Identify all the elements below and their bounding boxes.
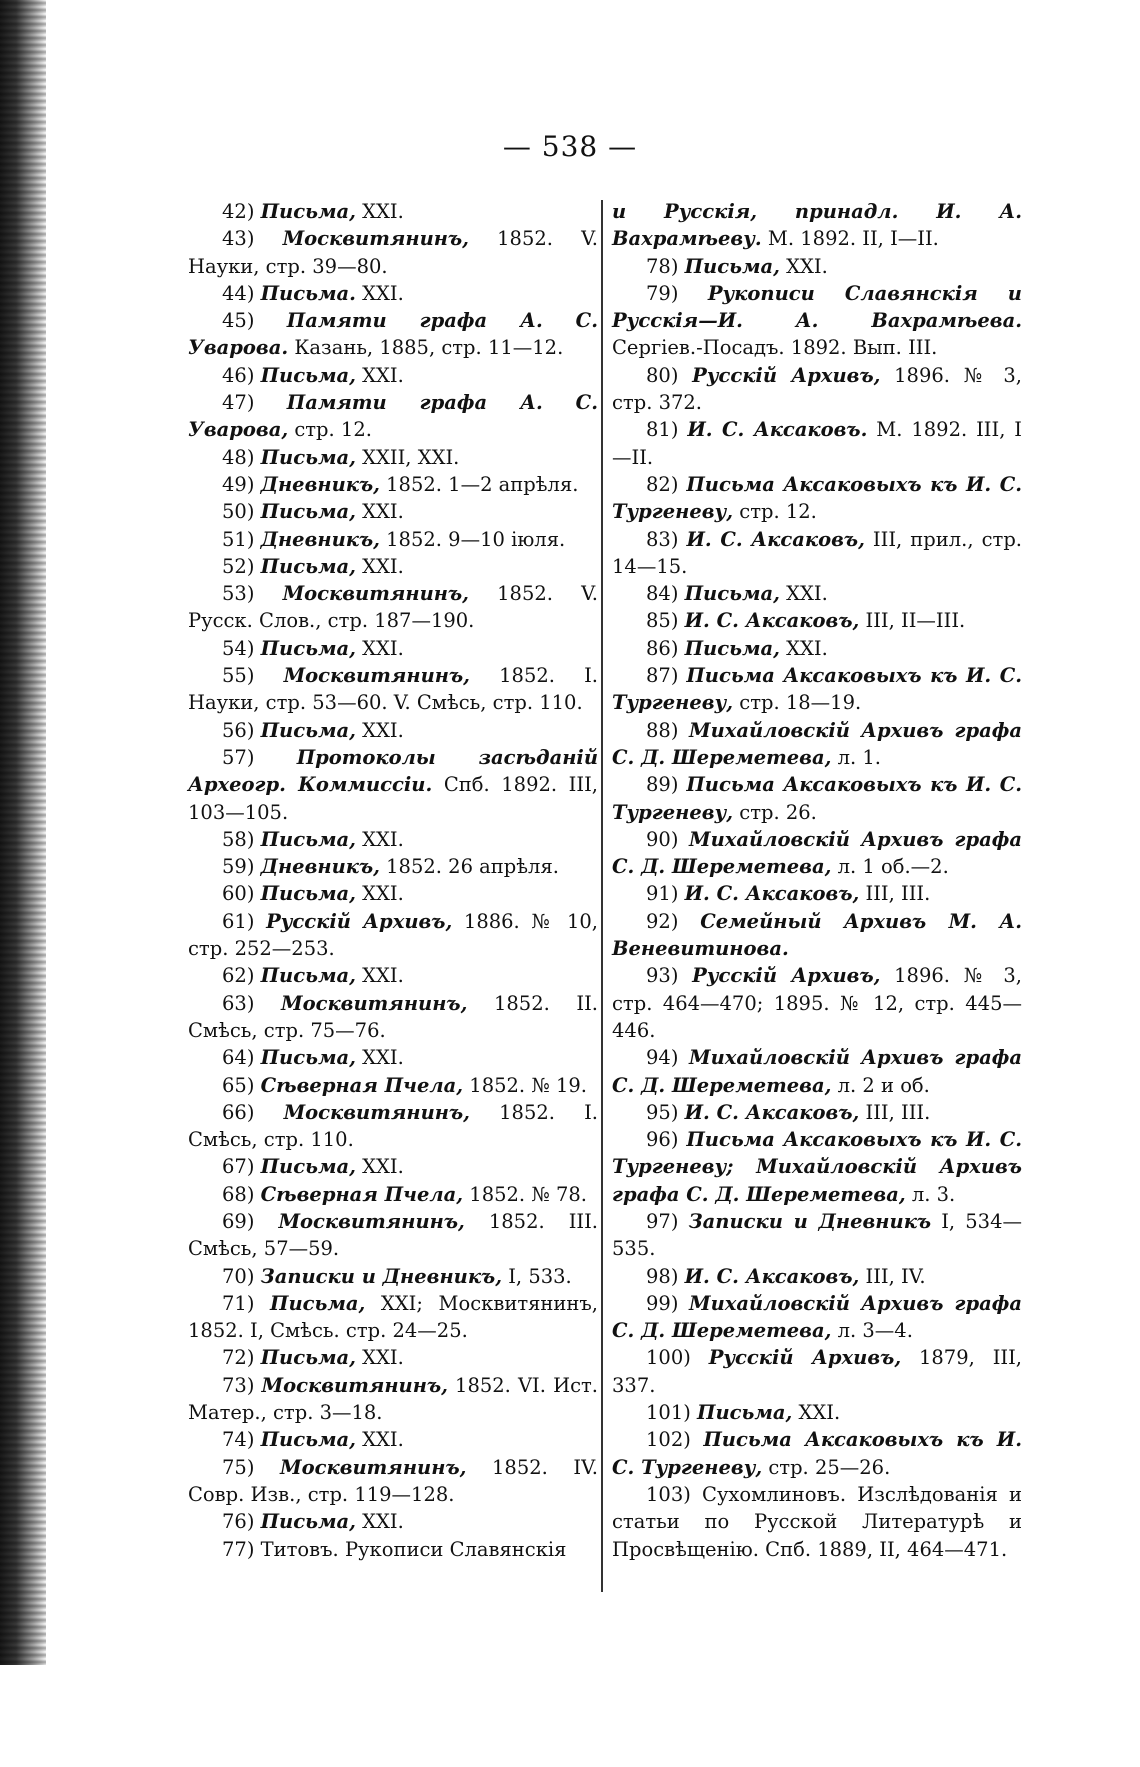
footnote-number: 43)	[222, 227, 255, 251]
footnote-details: л. 1 об.—2.	[831, 855, 949, 879]
footnote-details: л. 3—4.	[831, 1319, 913, 1343]
footnote-entry	[188, 744, 598, 826]
footnote-number: 70)	[222, 1264, 255, 1288]
footnote-source-title: Письма,	[260, 500, 356, 524]
footnote-entry	[188, 553, 598, 580]
footnote-details: XXI.	[355, 1155, 404, 1179]
footnote-details: 1852. II. Смѣсь, стр. 75—76.	[188, 991, 598, 1042]
footnote-source-title: Письма,	[697, 1401, 793, 1425]
footnote-details: Титовъ. Рукописи Славянскія	[260, 1537, 567, 1561]
footnote-number: 68)	[222, 1182, 255, 1206]
footnote-number: 95)	[646, 1100, 679, 1124]
footnote-details: 1852. V. Науки, стр. 39—80.	[188, 227, 598, 278]
footnote-entry	[188, 1208, 598, 1263]
footnote-number: 97)	[646, 1209, 679, 1233]
footnote-number: 54)	[222, 636, 255, 660]
footnote-number: 51)	[222, 527, 255, 551]
footnote-source-title: Письма,	[260, 1428, 356, 1452]
footnote-number: 56)	[222, 718, 255, 742]
footnote-entry	[612, 280, 1022, 362]
footnote-source-title: Москвитянинъ,	[282, 582, 469, 606]
footnote-number: 48)	[222, 445, 255, 469]
footnote-source-title: Москвитянинъ,	[283, 664, 470, 688]
footnote-details: 1886. № 10, стр. 252—253.	[188, 909, 598, 961]
footnote-number: 96)	[646, 1128, 679, 1152]
footnote-number: 57)	[222, 745, 255, 769]
footnote-source-title: Письма,	[260, 1346, 356, 1370]
footnote-source-title: Дневникъ,	[260, 527, 380, 551]
footnote-number: 93)	[646, 964, 679, 988]
footnote-entry	[188, 389, 598, 444]
footnote-details: М. 1892. III, I—II.	[612, 418, 1023, 469]
footnote-details: 1896. № 3, стр. 464—470; 1895. № 12, стр. 445—446.	[612, 964, 1022, 1042]
footnote-details: л. 1.	[831, 745, 881, 769]
footnote-entry	[612, 1481, 1022, 1563]
footnote-source-title: Письма,	[684, 254, 780, 278]
footnote-details: I, 533.	[502, 1264, 572, 1288]
footnote-details: 1852. I. Науки, стр. 53—60. V. Смѣсь, стр. 110.	[188, 664, 599, 715]
footnote-details: XXI.	[355, 1046, 404, 1070]
footnote-details: XXI.	[355, 1428, 404, 1452]
footnote-source-title: И. С. Аксаковъ,	[684, 609, 860, 633]
footnote-number: 72)	[222, 1346, 255, 1370]
footnote-source-title: Михайловскій Архивъ графа С. Д. Шереметева,	[612, 827, 1022, 879]
scan-binding-edge	[0, 0, 46, 1665]
footnote-entry	[612, 1290, 1022, 1345]
footnote-source-title: Письма,	[260, 1155, 356, 1179]
footnote-entry	[612, 962, 1022, 1044]
footnote-entry	[612, 880, 1022, 907]
footnote-number: 65)	[222, 1073, 255, 1097]
footnote-number: 73)	[222, 1373, 255, 1397]
footnote-details: XXI.	[792, 1401, 841, 1425]
footnote-entry	[612, 1399, 1022, 1426]
footnote-entry	[612, 826, 1022, 881]
footnote-number: 45)	[222, 309, 255, 333]
footnote-details: л. 2 и об.	[831, 1073, 930, 1097]
footnote-source-title: Михайловскій Архивъ графа С. Д. Шереметева,	[612, 718, 1022, 769]
footnote-source-title: Русскій Архивъ,	[692, 363, 881, 387]
footnote-entry	[188, 362, 598, 389]
footnote-details: 1852. 26 апрѣля.	[379, 855, 559, 879]
footnote-entry	[188, 880, 598, 907]
footnote-details: XXI.	[355, 1510, 404, 1534]
footnote-details: 1879, III, 337.	[612, 1346, 1022, 1397]
footnote-entry	[188, 1263, 598, 1290]
footnote-number: 46)	[222, 363, 255, 387]
footnote-number: 55)	[222, 664, 255, 688]
footnote-details: 1852. V. Русск. Слов., стр. 187—190.	[188, 582, 598, 633]
footnote-details: стр. 25—26.	[762, 1455, 891, 1479]
page-number: — 538 —	[502, 130, 638, 163]
footnote-details: XXI.	[779, 636, 828, 660]
footnote-source-title: Письма,	[684, 636, 780, 660]
footnote-source-title: Письма,	[260, 636, 356, 660]
footnote-entry	[188, 280, 598, 307]
footnote-entry	[188, 1508, 598, 1535]
footnote-details: XXI.	[355, 363, 404, 387]
footnote-source-title: И. С. Аксаковъ.	[687, 418, 868, 442]
footnote-number: 89)	[646, 773, 679, 797]
footnote-number: 61)	[222, 909, 255, 933]
footnote-number: 69)	[222, 1209, 255, 1233]
footnote-details: 1852. 1—2 апрѣля.	[379, 472, 579, 496]
footnote-details: XXI.	[355, 1346, 404, 1370]
footnote-entry	[188, 1536, 598, 1563]
footnote-details: Сергіев.-Посадъ. 1892. Вып. III.	[612, 336, 938, 360]
footnote-entry	[612, 362, 1022, 417]
footnote-entry	[188, 826, 598, 853]
footnote-entry	[612, 198, 1022, 253]
footnote-source-title: И. С. Аксаковъ,	[684, 882, 860, 906]
footnote-number: 82)	[646, 472, 679, 496]
footnote-details: 1852. IV. Совр. Изв., стр. 119—128.	[188, 1455, 599, 1506]
footnote-details: 1852. № 78.	[463, 1182, 587, 1206]
footnote-number: 67)	[222, 1155, 255, 1179]
footnote-details: стр. 18—19.	[733, 691, 862, 715]
footnote-details: 1852. VI. Ист. Матер., стр. 3—18.	[188, 1373, 598, 1425]
footnote-number: 102)	[646, 1428, 691, 1452]
footnote-entry	[612, 1344, 1022, 1399]
footnote-source-title: Рукописи Славянскія и Русскія—И. А. Вахрамѣева.	[612, 281, 1022, 333]
footnote-entry	[188, 990, 598, 1045]
footnote-details: XXI.	[355, 636, 404, 660]
footnote-details: 1852. 9—10 іюля.	[379, 527, 566, 551]
footnote-number: 87)	[646, 664, 679, 688]
footnote-details: XXI.	[355, 964, 404, 988]
footnote-entry	[188, 1344, 598, 1371]
footnote-entry	[188, 580, 598, 635]
footnote-number: 98)	[646, 1264, 679, 1288]
footnote-details: 1852. № 19.	[463, 1073, 587, 1097]
footnote-details: XXI.	[355, 882, 404, 906]
footnote-number: 47)	[222, 391, 255, 415]
footnote-details: XXI.	[779, 582, 828, 606]
footnote-entry	[188, 307, 598, 362]
footnote-source-title: Письма,	[260, 827, 356, 851]
footnote-entry	[612, 526, 1022, 581]
footnote-source-title: Письма,	[270, 1291, 366, 1315]
footnote-source-title: Москвитянинъ,	[282, 227, 469, 251]
footnote-entry	[612, 1263, 1022, 1290]
footnote-source-title: Протоколы засѣданій Археогр. Коммиссіи.	[188, 745, 599, 797]
footnote-number: 92)	[646, 909, 679, 933]
footnote-entry	[188, 1426, 598, 1453]
footnote-source-title: Москвитянинъ,	[281, 991, 468, 1015]
footnote-source-title: Письма Аксаковыхъ къ И. С. Тургеневу,	[612, 664, 1022, 715]
footnote-details: III, II—III.	[859, 609, 966, 633]
footnote-number: 49)	[222, 472, 255, 496]
footnote-details: Сухомлиновъ. Изслѣдованія и статьи по Русской Литературѣ и Просвѣщенію. Спб. 1889, II, 464—471.	[612, 1482, 1023, 1561]
footnote-entry	[188, 962, 598, 989]
footnote-source-title: Москвитянинъ,	[261, 1373, 448, 1397]
footnote-number: 62)	[222, 964, 255, 988]
footnote-number: 91)	[646, 882, 679, 906]
footnote-entry	[612, 771, 1022, 826]
footnote-source-title: Письма Аксаковыхъ къ И. С. Тургеневу,	[612, 472, 1022, 524]
footnote-entry	[188, 1153, 598, 1180]
footnote-source-title: Памяти графа А. С. Уварова,	[188, 391, 598, 442]
footnote-source-title: Памяти графа А. С. Уварова.	[188, 309, 598, 360]
footnote-source-title: И. С. Аксаковъ,	[686, 527, 865, 551]
footnote-source-title: Записки и Дневникъ	[688, 1209, 932, 1233]
footnote-number: 75)	[222, 1455, 255, 1479]
footnote-number: 94)	[646, 1046, 679, 1070]
footnote-source-title: Москвитянинъ,	[280, 1455, 467, 1479]
footnote-source-title: Семейный Архивъ М. А. Веневитинова.	[612, 909, 1022, 961]
footnote-source-title: Письма,	[260, 718, 356, 742]
footnote-details: л. 3.	[905, 1182, 956, 1206]
footnote-details: XXI.	[355, 500, 404, 524]
footnote-number: 79)	[646, 281, 679, 305]
footnote-details: Казань, 1885, стр. 11—12.	[288, 336, 564, 360]
footnote-details: стр. 12.	[288, 418, 372, 442]
footnote-number: 66)	[222, 1100, 255, 1124]
footnote-source-title: Русскій Архивъ,	[692, 964, 881, 988]
footnote-entry	[188, 526, 598, 553]
footnote-source-title: и Русскія, принадл. И. А. Вахрамѣеву.	[612, 200, 1022, 251]
footnote-entry	[188, 662, 598, 717]
footnote-number: 81)	[646, 418, 679, 442]
footnote-details: 1896. № 3, стр. 372.	[612, 363, 1022, 415]
footnote-details: стр. 12.	[733, 500, 817, 524]
footnote-source-title: Письма,	[260, 1510, 356, 1534]
footnote-source-title: Письма,	[260, 200, 356, 223]
footnote-source-title: Письма,	[260, 882, 356, 906]
footnote-number: 42)	[222, 200, 255, 223]
footnote-source-title: Письма Аксаковыхъ къ И. С. Тургеневу,	[612, 1428, 1022, 1479]
footnote-source-title: Русскій Архивъ,	[266, 909, 453, 933]
right-column	[612, 198, 1022, 1563]
left-column	[188, 198, 598, 1563]
footnote-number: 59)	[222, 855, 255, 879]
footnote-entry	[612, 662, 1022, 717]
footnote-entry	[188, 1181, 598, 1208]
footnote-details: Спб. 1892. III, 103—105.	[188, 773, 598, 824]
footnote-entry	[188, 908, 598, 963]
footnote-number: 85)	[646, 609, 679, 633]
footnote-details: XXI.	[355, 200, 404, 223]
footnote-details: XXI.	[779, 254, 828, 278]
footnote-number: 90)	[646, 827, 679, 851]
footnote-entry	[188, 717, 598, 744]
footnote-number: 63)	[222, 991, 255, 1015]
footnote-number: 64)	[222, 1046, 255, 1070]
footnote-entry	[188, 1372, 598, 1427]
footnote-entry	[188, 853, 598, 880]
footnote-number: 71)	[222, 1291, 255, 1315]
footnote-entry	[612, 1099, 1022, 1126]
footnote-number: 58)	[222, 827, 255, 851]
footnote-number: 76)	[222, 1510, 255, 1534]
footnote-entry	[612, 908, 1022, 963]
footnote-number: 88)	[646, 718, 679, 742]
footnote-number: 103)	[646, 1482, 691, 1506]
footnote-entry	[188, 471, 598, 498]
footnote-number: 53)	[222, 582, 255, 606]
footnote-details: III, прил., стр. 14—15.	[612, 527, 1022, 578]
footnote-details: М. 1892. II, I—II.	[761, 227, 939, 251]
footnote-details: стр. 26.	[733, 800, 817, 824]
footnote-number: 84)	[646, 582, 679, 606]
footnote-details: I, 534—535.	[612, 1209, 1022, 1261]
footnote-entry	[188, 498, 598, 525]
footnote-entry	[612, 1208, 1022, 1263]
footnote-source-title: Михайловскій Архивъ графа С. Д. Шереметева,	[612, 1291, 1022, 1343]
footnote-source-title: Письма Аксаковыхъ къ И. С. Тургеневу,	[612, 773, 1022, 824]
footnote-entry	[612, 635, 1022, 662]
footnote-entry	[612, 1426, 1022, 1481]
footnote-entry	[188, 444, 598, 471]
footnote-details: III, III.	[859, 882, 931, 906]
footnote-entry	[188, 1072, 598, 1099]
footnote-details: III, IV.	[859, 1264, 926, 1288]
footnote-source-title: И. С. Аксаковъ,	[684, 1264, 860, 1288]
footnote-source-title: Сѣверная Пчела,	[260, 1182, 464, 1206]
footnote-details: XXI.	[355, 281, 404, 305]
footnote-source-title: И. С. Аксаковъ,	[684, 1100, 860, 1124]
footnote-details: XXI; Москвитянинъ, 1852. I, Смѣсь. стр. 24—25.	[188, 1291, 598, 1343]
footnote-entry	[188, 635, 598, 662]
footnote-entry	[188, 198, 598, 225]
footnote-entry	[188, 1044, 598, 1071]
footnote-source-title: Письма Аксаковыхъ къ И. С. Тургеневу; Михайловскій Архивъ графа С. Д. Шереметева,	[612, 1128, 1022, 1206]
footnote-number: 99)	[646, 1291, 679, 1315]
footnote-entry	[612, 253, 1022, 280]
footnote-source-title: Письма,	[684, 582, 780, 606]
footnote-number: 78)	[646, 254, 679, 278]
footnote-source-title: Письма,	[260, 1046, 356, 1070]
footnote-source-title: Дневникъ,	[260, 472, 380, 496]
footnote-number: 86)	[646, 636, 679, 660]
footnote-entry	[612, 607, 1022, 634]
footnote-number: 52)	[222, 554, 255, 578]
footnote-details: XXI.	[355, 827, 404, 851]
footnote-details: XXII, XXI.	[355, 445, 460, 469]
footnote-source-title: Дневникъ,	[260, 855, 380, 879]
footnote-entry	[612, 1126, 1022, 1208]
footnote-details: 1852. III. Смѣсь, 57—59.	[188, 1209, 599, 1261]
footnote-entry	[188, 225, 598, 280]
footnote-number: 74)	[222, 1428, 255, 1452]
footnote-source-title: Сѣверная Пчела,	[260, 1073, 464, 1097]
footnote-source-title: Записки и Дневникъ,	[260, 1264, 503, 1288]
footnote-entry	[612, 717, 1022, 772]
footnote-source-title: Письма,	[260, 554, 356, 578]
footnote-details: XXI.	[355, 718, 404, 742]
footnote-number: 60)	[222, 882, 255, 906]
footnote-source-title: Письма,	[260, 964, 356, 988]
footnote-details: 1852. I. Смѣсь, стр. 110.	[188, 1100, 599, 1152]
footnote-details: III, III.	[859, 1100, 931, 1124]
footnote-source-title: Письма,	[260, 363, 356, 387]
footnote-entry	[188, 1290, 598, 1345]
footnote-entry	[612, 416, 1022, 471]
footnote-number: 80)	[646, 363, 679, 387]
footnote-source-title: Письма.	[260, 281, 356, 305]
footnote-number: 50)	[222, 500, 255, 524]
footnote-source-title: Михайловскій Архивъ графа С. Д. Шереметева,	[612, 1046, 1022, 1097]
footnote-entry	[188, 1454, 598, 1509]
footnote-source-title: Москвитянинъ,	[278, 1209, 465, 1233]
footnote-entry	[612, 580, 1022, 607]
footnote-number: 77)	[222, 1537, 255, 1561]
footnote-number: 44)	[222, 281, 255, 305]
footnote-source-title: Русскій Архивъ,	[708, 1346, 902, 1370]
footnote-source-title: Письма,	[260, 445, 356, 469]
footnote-entry	[612, 471, 1022, 526]
footnote-number: 101)	[646, 1401, 691, 1425]
column-divider	[601, 200, 603, 1592]
footnote-entry	[188, 1099, 598, 1154]
footnote-details: XXI.	[355, 554, 404, 578]
footnote-source-title: Москвитянинъ,	[283, 1100, 470, 1124]
footnote-number: 83)	[646, 527, 679, 551]
footnote-number: 100)	[646, 1346, 691, 1370]
footnote-entry	[612, 1044, 1022, 1099]
